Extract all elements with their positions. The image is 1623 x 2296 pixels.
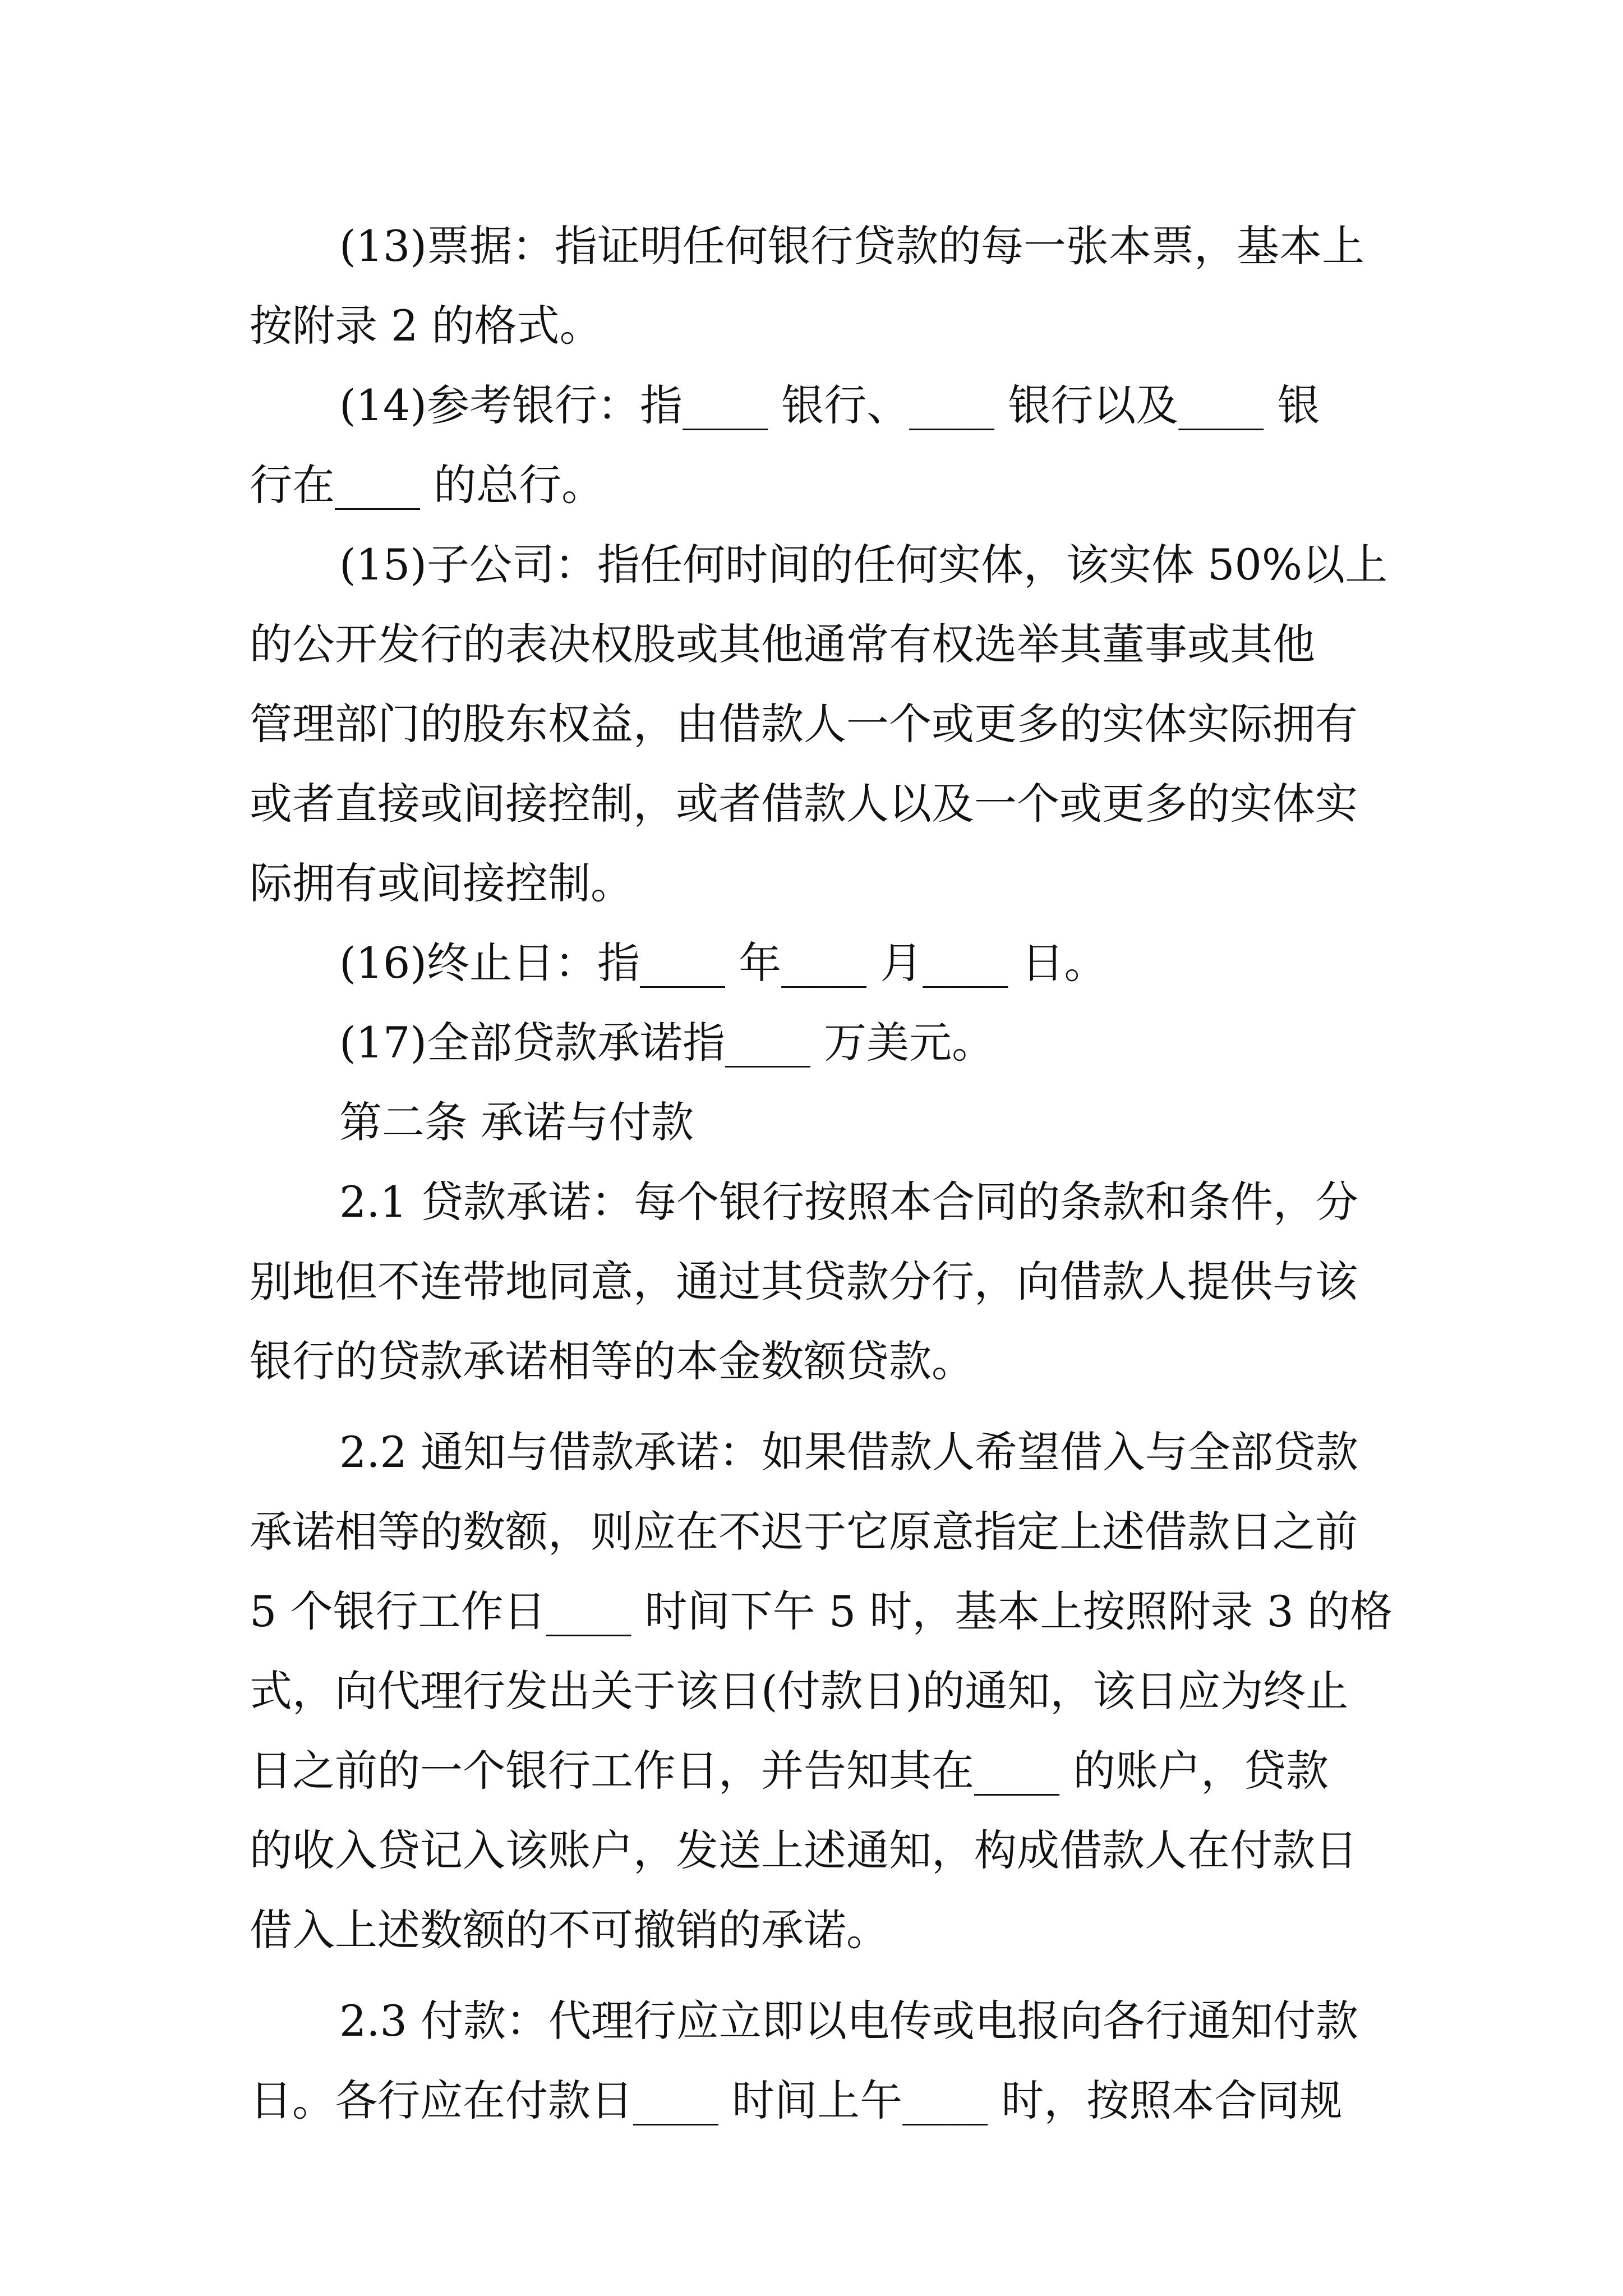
clause-15-line-1: (15)子公司：指任何时间的任何实体，该实体 50%以上	[339, 540, 1388, 590]
clause-13-line-1: (13)票据：指证明任何银行贷款的每一张本票，基本上	[339, 221, 1365, 271]
clause-15-line-3: 管理部门的股东权益，由借款人一个或更多的实体实际拥有	[250, 699, 1358, 749]
section-2-2-line-7: 借入上述数额的不可撤销的承诺。	[250, 1905, 889, 1955]
clause-16-line-1: (16)终止日：指____ 年____ 月____ 日。	[339, 938, 1107, 988]
clause-13-line-2: 按附录 2 的格式。	[250, 301, 602, 351]
article-2-heading: 第二条 承诺与付款	[339, 1097, 694, 1147]
section-2-1-line-2: 别地但不连带地同意，通过其贷款分行，向借款人提供与该	[250, 1257, 1358, 1306]
section-2-2-line-5: 日之前的一个银行工作日，并告知其在____ 的账户，贷款	[250, 1746, 1329, 1796]
clause-14-line-1: (14)参考银行：指____ 银行、____ 银行以及____ 银	[339, 380, 1320, 430]
section-2-1-line-3: 银行的贷款承诺相等的本金数额贷款。	[250, 1336, 974, 1386]
section-2-2-line-6: 的收入贷记入该账户，发送上述通知，构成借款人在付款日	[250, 1825, 1358, 1875]
clause-15-line-4: 或者直接或间接控制，或者借款人以及一个或更多的实体实	[250, 779, 1358, 829]
document-page	[250, 206, 1393, 2141]
clause-15-line-2: 的公开发行的表决权股或其他通常有权选举其董事或其他	[250, 619, 1315, 669]
clause-17-line-1: (17)全部贷款承诺指____ 万美元。	[339, 1018, 995, 1068]
clause-14-line-2: 行在____ 的总行。	[250, 460, 605, 510]
section-2-2-line-2: 承诺相等的数额，则应在不迟于它原意指定上述借款日之前	[250, 1507, 1358, 1557]
section-2-2-line-1: 2.2 通知与借款承诺：如果借款人希望借入与全部贷款	[339, 1427, 1359, 1477]
section-2-1-line-1: 2.1 贷款承诺：每个银行按照本合同的条款和条件，分	[339, 1177, 1359, 1227]
section-2-3-line-2: 日。各行应在付款日____ 时间上午____ 时，按照本合同规	[250, 2076, 1343, 2125]
section-2-3-line-1: 2.3 付款：代理行应立即以电传或电报向各行通知付款	[339, 1996, 1359, 2046]
paragraph-gap	[250, 1970, 1388, 1981]
clause-15-line-5: 际拥有或间接控制。	[250, 858, 633, 908]
paragraph-gap	[250, 1401, 1388, 1412]
section-2-2-line-3: 5 个银行工作日____ 时间下午 5 时，基本上按照附录 3 的格	[250, 1586, 1393, 1636]
section-2-2-line-4: 式，向代理行发出关于该日(付款日)的通知，该日应为终止	[250, 1666, 1349, 1716]
